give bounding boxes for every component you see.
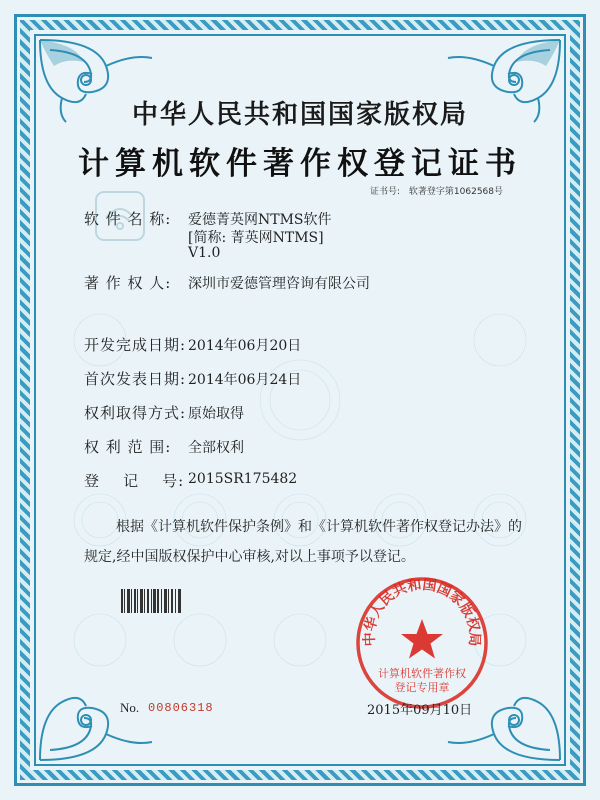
seal-star-icon (401, 619, 443, 659)
publication-date-label: 首次发表日期: (84, 370, 187, 388)
legal-basis-line2: 规定,经中国版权保护中心审核,对以上事项予以登记。 (84, 549, 415, 565)
certificate-number-label: 证书号: (370, 187, 401, 197)
copyright-owner-label: 著 作 权 人: (84, 274, 172, 292)
legal-basis-line1: 根据《计算机软件保护条例》和《计算机软件著作权登记办法》的 (116, 519, 522, 535)
rights-scope-value: 全部权利 (188, 440, 244, 456)
acquisition-method-label: 权利取得方式: (84, 404, 187, 422)
issuer-title: 中华人民共和国国家版权局 (131, 100, 468, 130)
serial-number: 00806318 (148, 701, 214, 715)
completion-date-value: 2014年06月20日 (188, 338, 302, 354)
publication-date-value: 2014年06月24日 (188, 372, 302, 388)
seal-center-line1: 计算机软件著作权 (378, 667, 466, 680)
official-seal (352, 573, 492, 713)
certificate-title: 计算机软件著作权登记证书 (78, 146, 522, 182)
completion-date-label: 开发完成日期: (84, 336, 187, 354)
copyright-owner-value: 深圳市爱德管理咨询有限公司 (188, 276, 370, 292)
issue-date: 2015年09月10日 (367, 703, 473, 718)
serial-label: No. (120, 700, 140, 715)
seal-center-line2: 登记专用章 (394, 681, 450, 694)
corner-ornament-bottom-left (36, 674, 156, 764)
registration-number-label: 登 记 号: (84, 472, 185, 490)
certificate-number-value: 软著登字第1062568号 (408, 187, 504, 197)
registration-number-value: 2015SR175482 (188, 471, 298, 487)
acquisition-method-value: 原始取得 (188, 406, 244, 422)
software-name-value: 爱德菁英网NTMS软件 (188, 212, 332, 228)
rights-scope-label: 权 利 范 围: (84, 438, 172, 456)
certificate-number (370, 184, 503, 197)
software-name-label: 软 件 名 称: (84, 210, 172, 228)
software-short-name-value: [简称: 菁英网NTMS] (188, 230, 324, 246)
barcode (121, 589, 183, 613)
software-version-value: V1.0 (188, 245, 221, 261)
seal-ring-text: 中华人民共和国国家版权局 (361, 576, 483, 647)
